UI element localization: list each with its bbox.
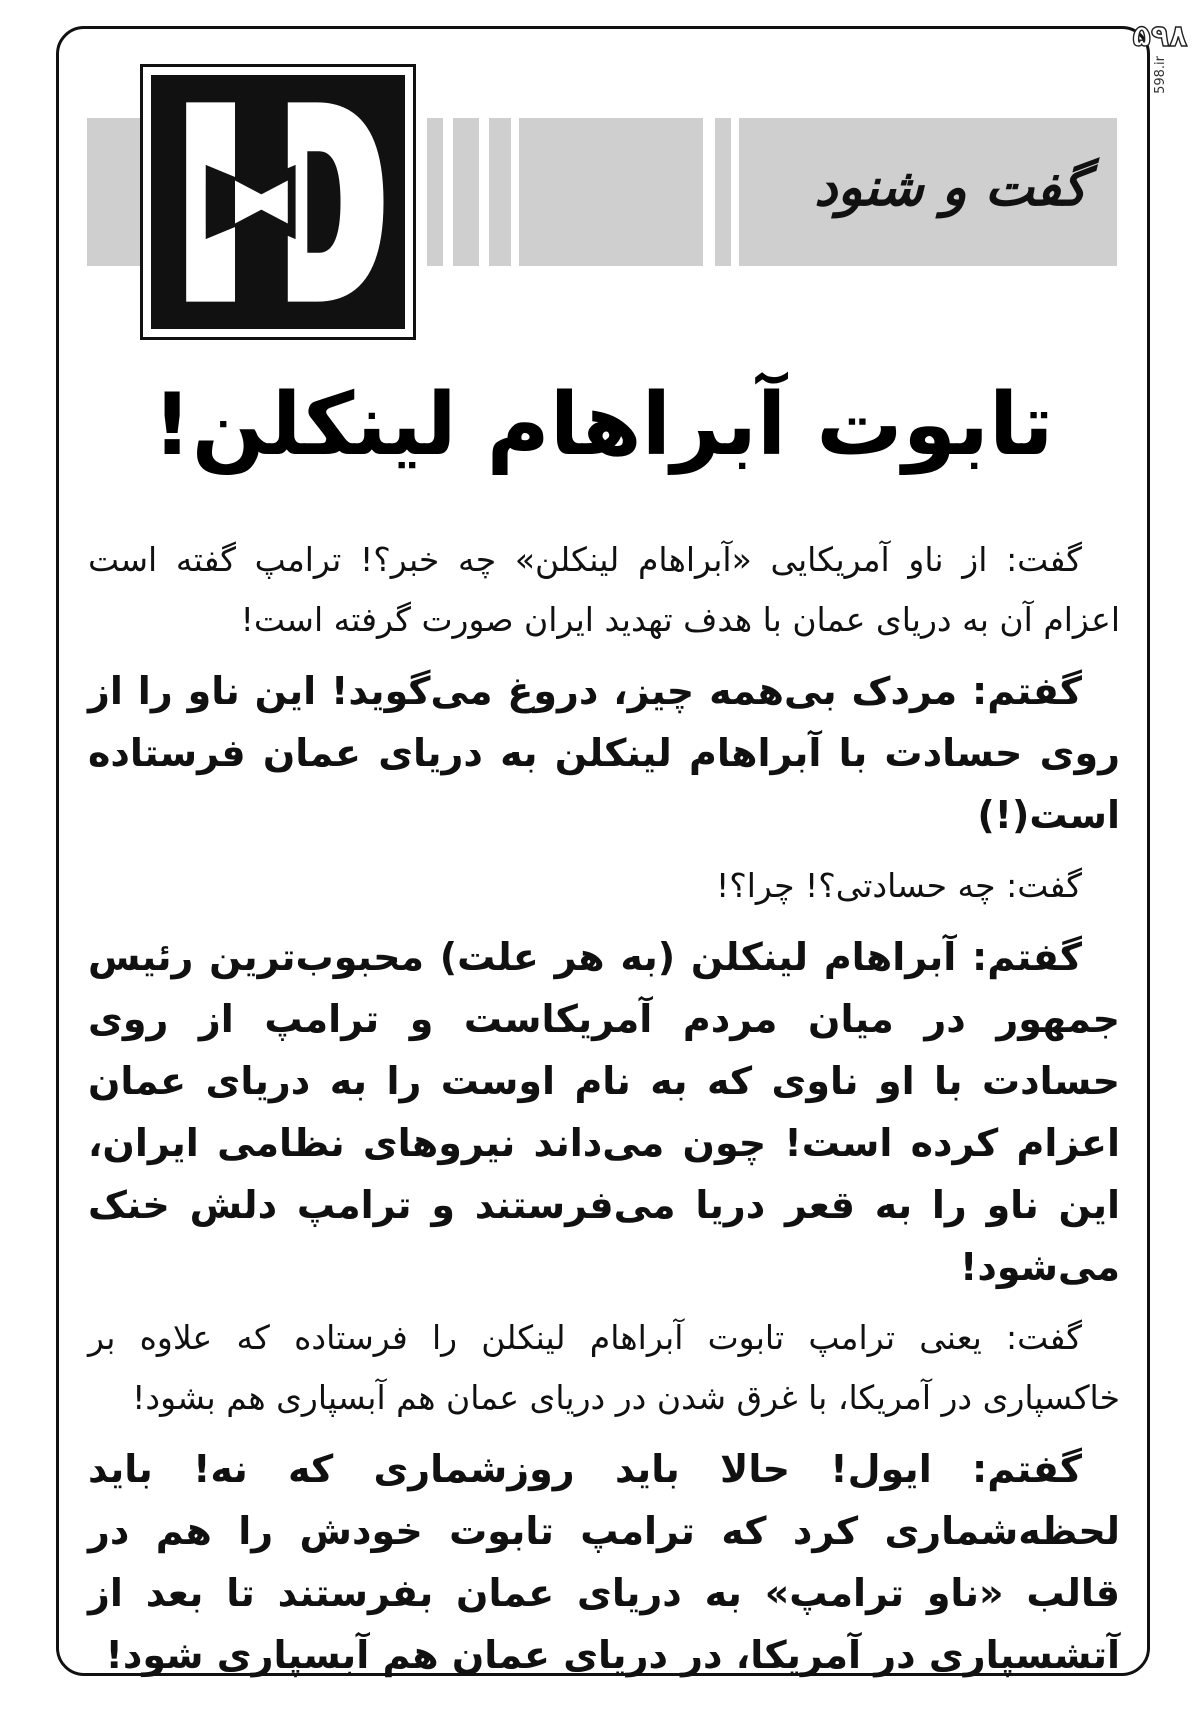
article-body xyxy=(88,530,1120,1696)
guftogoo-logo-icon xyxy=(140,64,416,340)
header-band-strip xyxy=(715,118,731,266)
watermark xyxy=(1130,19,1190,94)
column-title: گفت و شنود xyxy=(814,158,1087,218)
dialogue-paragraph: گفت: چه حسادتی؟! چرا؟! xyxy=(715,866,1082,905)
dialogue-paragraph: گفت: یعنی ترامپ تابوت آبراهام لینکلن را فرستاده که علاوه بر خاکسپاری در آمریکا، با غرق شدن در دریای عمان هم آبسپاری هم بشود! xyxy=(88,1318,1120,1417)
watermark-url: 598.ir xyxy=(1152,56,1168,94)
header-band-left xyxy=(87,118,147,266)
dialogue-paragraph: گفتم: آبراهام لینکلن (به هر علت) محبوب‌ترین رئیس جمهور در میان مردم آمریکاست و ترامپ از روی حسادت با او ناوی که به نام اوست را به دریای عمان اعزام کرده است! چون می‌داند نیروهای نظامی ایران، این ناو را به قعر دریا می‌فرستند و ترامپ دلش خنک می‌شود! xyxy=(88,935,1120,1289)
watermark-logo: ۵۹۸ xyxy=(1132,19,1188,54)
dialogue-paragraph: گفتم: ایول! حالا باید روزشماری که نه! باید لحظه‌شماری کرد که ترامپ تابوت خودش را هم در قالب «ناو ترامپ» به دریای عمان بفرستند تا بعد از آتشسپاری در آمریکا، در دریای عمان هم آبسپاری شود! xyxy=(88,1447,1120,1677)
headline: تابوت آبراهام لینکلن! xyxy=(152,375,1054,475)
header-band-strip xyxy=(427,118,443,266)
dialogue-paragraph: گفتم: مردک بی‌همه چیز، دروغ می‌گوید! این ناو را از روی حسادت با آبراهام لینکلن به دریای عمان فرستاده است(!) xyxy=(88,669,1120,837)
header-band-strip xyxy=(489,118,511,266)
dialogue-paragraph: گفت: از ناو آمریکایی «آبراهام لینکلن» چه خبر؟! ترامپ گفته است اعزام آن به دریای عمان با هدف تهدید ایران صورت گرفته است! xyxy=(88,540,1120,639)
header-band-strip xyxy=(453,118,479,266)
header-band-strip xyxy=(647,118,703,266)
